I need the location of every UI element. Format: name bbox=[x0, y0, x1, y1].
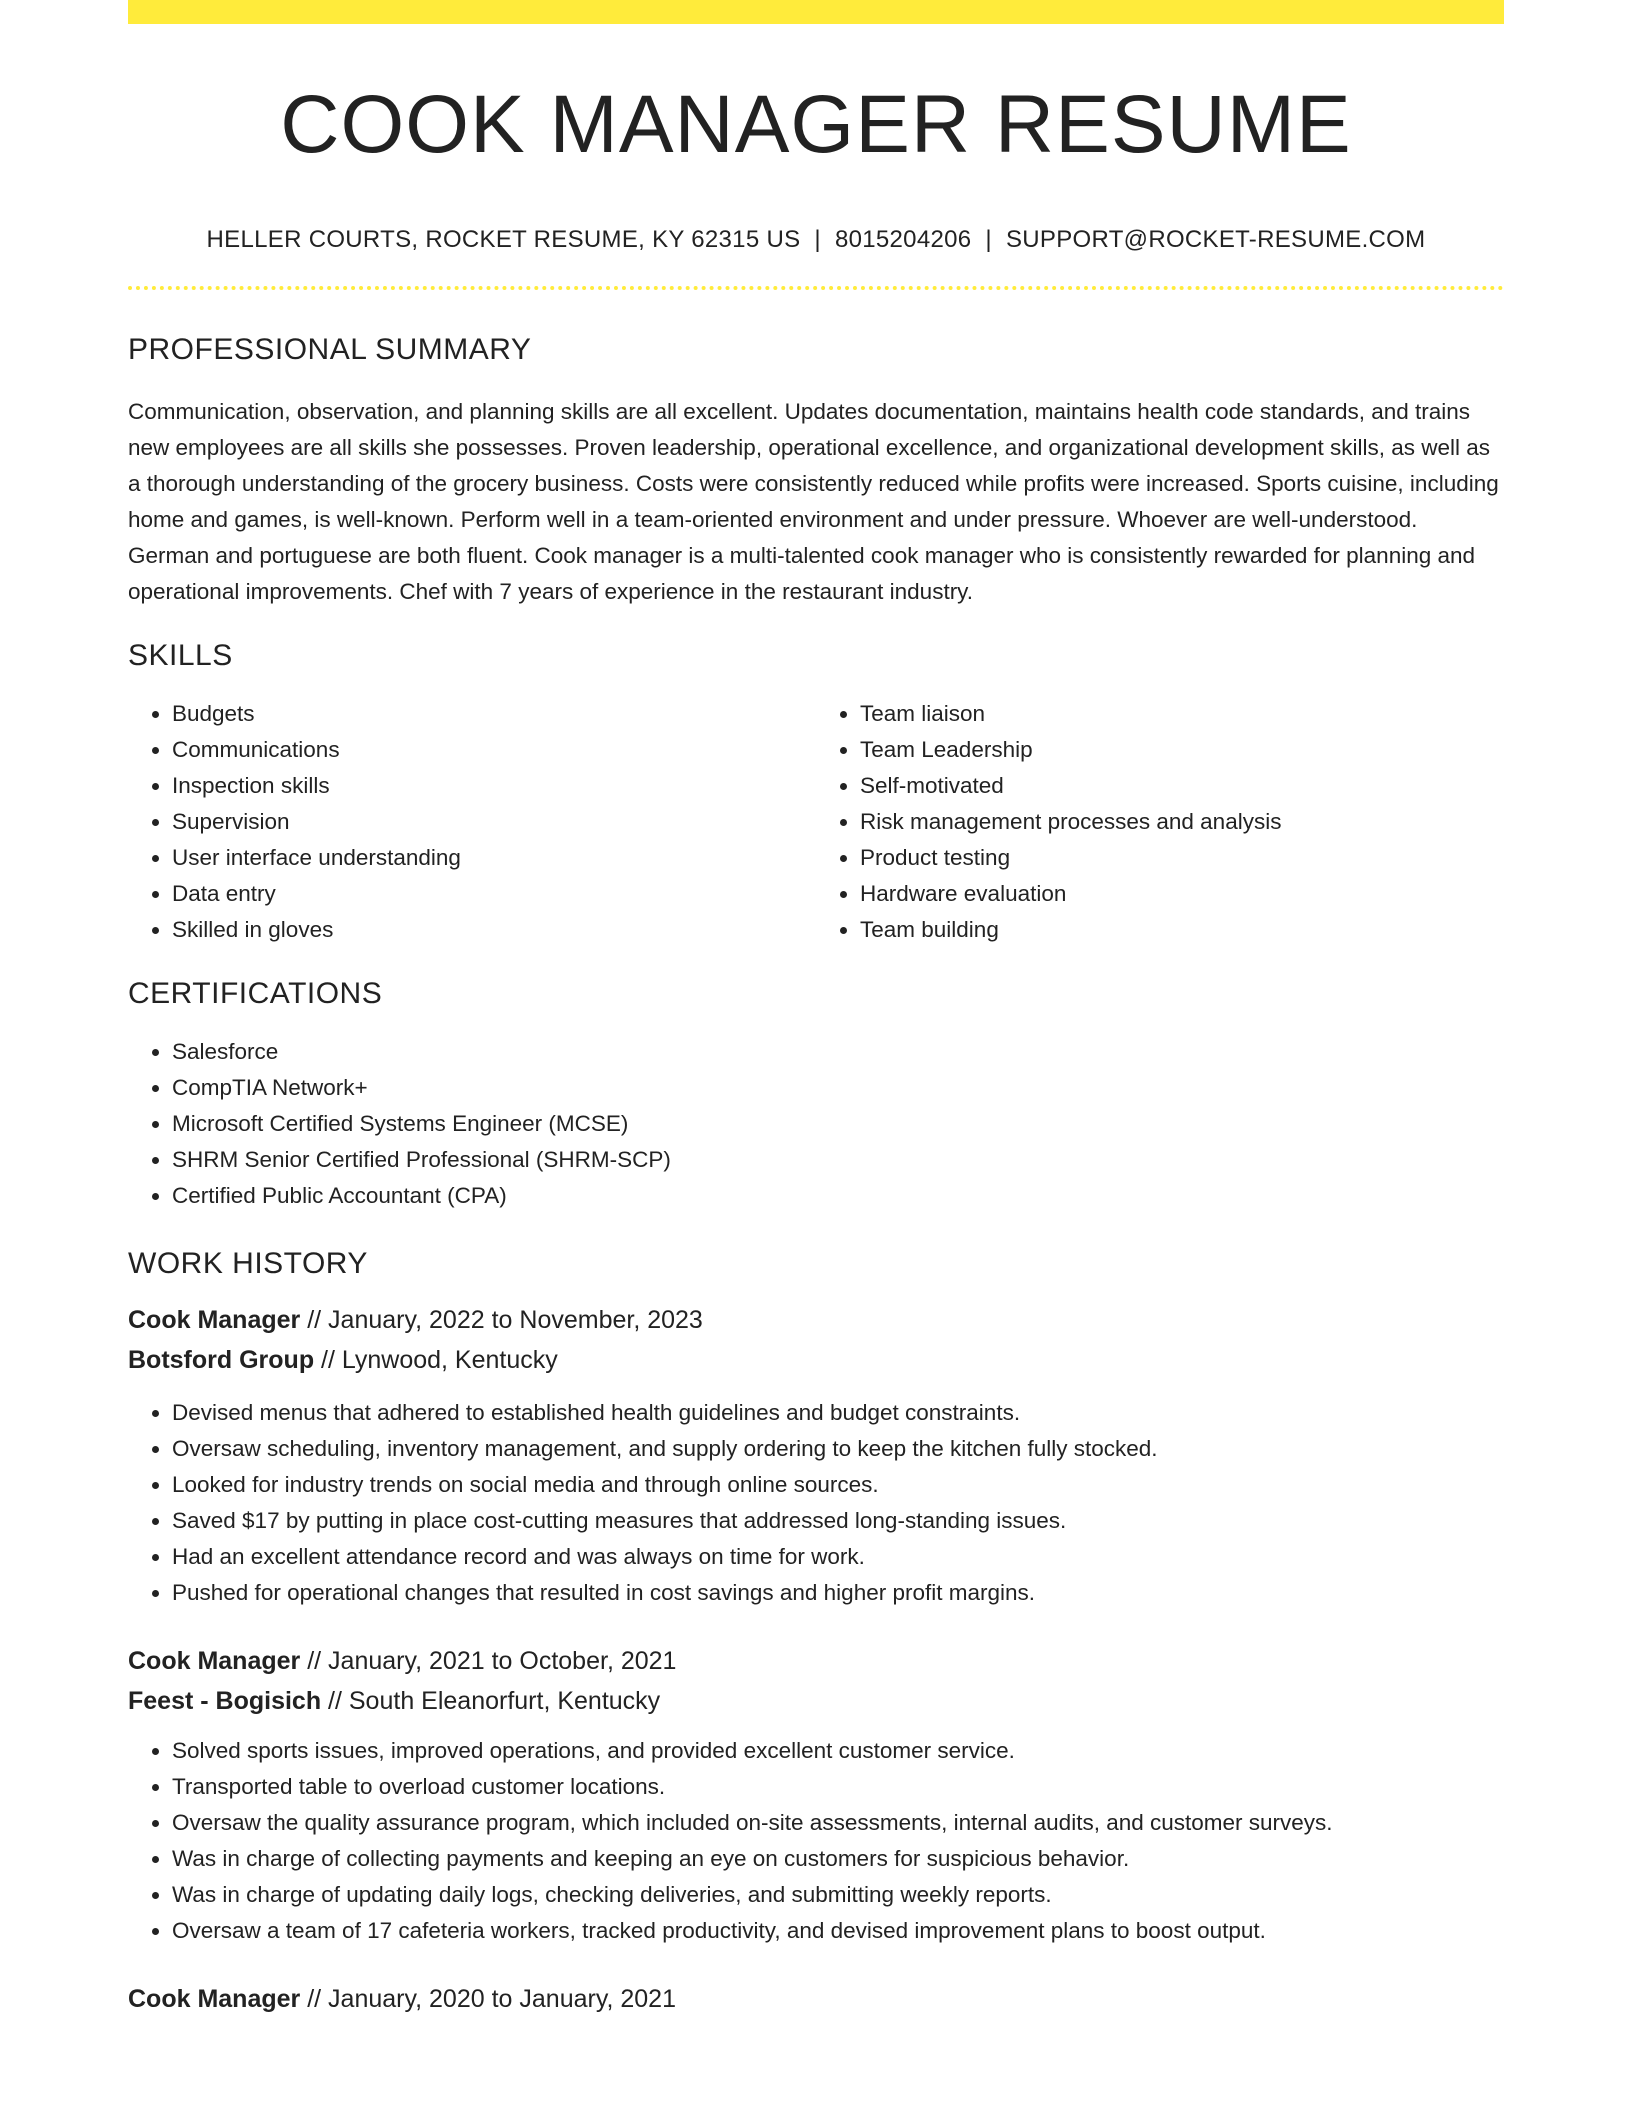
section-heading-summary: PROFESSIONAL SUMMARY bbox=[128, 333, 532, 367]
job-location: // Lynwood, Kentucky bbox=[321, 1346, 558, 1375]
list-item: • Oversaw the quality assurance program, which included on-site assessments, internal audits, and customer surveys. bbox=[172, 1805, 1504, 1841]
contact-phone[interactable]: 8015204206 bbox=[834, 226, 972, 254]
skills-columns bbox=[128, 696, 1504, 948]
contact-separator: | bbox=[985, 226, 992, 254]
job-title-line bbox=[128, 1300, 1504, 1340]
job-dates: // January, 2020 to January, 2021 bbox=[307, 1985, 676, 2014]
list-item: • Salesforce bbox=[172, 1034, 1504, 1070]
job-company-line bbox=[128, 1681, 1504, 1721]
list-item: • Data entry bbox=[172, 876, 816, 912]
list-item: • Inspection skills bbox=[172, 768, 816, 804]
contact-email[interactable]: SUPPORT@ROCKET-RESUME.COM bbox=[1005, 226, 1426, 254]
list-item: • Product testing bbox=[860, 840, 1504, 876]
list-item: • Team building bbox=[860, 912, 1504, 948]
resume-content bbox=[128, 24, 1504, 2019]
section-heading-work-history: WORK HISTORY bbox=[128, 1247, 368, 1281]
list-item: • Oversaw scheduling, inventory management, and supply ordering to keep the kitchen fully stocked. bbox=[172, 1431, 1504, 1467]
dotted-divider bbox=[128, 286, 1504, 290]
accent-top-bar bbox=[128, 0, 1504, 24]
section-heading-certifications: CERTIFICATIONS bbox=[128, 977, 383, 1011]
skills-list-right bbox=[816, 696, 1504, 948]
list-item: • Certified Public Accountant (CPA) bbox=[172, 1178, 1504, 1214]
job-company-line bbox=[128, 1340, 1504, 1380]
job-bullets bbox=[128, 1733, 1504, 1949]
job-title: Cook Manager bbox=[128, 1647, 301, 1676]
list-item: • Hardware evaluation bbox=[860, 876, 1504, 912]
list-item: • Oversaw a team of 17 cafeteria workers, tracked productivity, and devised improvement plans to boost output. bbox=[172, 1913, 1504, 1949]
job-entry bbox=[128, 1641, 1504, 1949]
list-item: • Looked for industry trends on social media and through online sources. bbox=[172, 1467, 1504, 1503]
list-item: • Risk management processes and analysis bbox=[860, 804, 1504, 840]
job-dates: // January, 2022 to November, 2023 bbox=[307, 1306, 703, 1335]
contact-separator: | bbox=[814, 226, 821, 254]
list-item: • Was in charge of updating daily logs, checking deliveries, and submitting weekly reports. bbox=[172, 1877, 1504, 1913]
list-item: • Transported table to overload customer locations. bbox=[172, 1769, 1504, 1805]
list-item: • Communications bbox=[172, 732, 816, 768]
job-dates: // January, 2021 to October, 2021 bbox=[307, 1647, 677, 1676]
job-title-line bbox=[128, 1641, 1504, 1681]
list-item: • Team liaison bbox=[860, 696, 1504, 732]
list-item: • Devised menus that adhered to established health guidelines and budget constraints. bbox=[172, 1395, 1504, 1431]
job-title-line bbox=[128, 1979, 1504, 2019]
list-item: • SHRM Senior Certified Professional (SHRM-SCP) bbox=[172, 1142, 1504, 1178]
list-item: • User interface understanding bbox=[172, 840, 816, 876]
contact-address: HELLER COURTS, ROCKET RESUME, KY 62315 US bbox=[206, 226, 801, 254]
list-item: • Had an excellent attendance record and was always on time for work. bbox=[172, 1539, 1504, 1575]
list-item: • Self-motivated bbox=[860, 768, 1504, 804]
list-item: • Solved sports issues, improved operations, and provided excellent customer service. bbox=[172, 1733, 1504, 1769]
job-company: Feest - Bogisich bbox=[128, 1687, 322, 1716]
list-item: • Was in charge of collecting payments and keeping an eye on customers for suspicious behavior. bbox=[172, 1841, 1504, 1877]
list-item: • Pushed for operational changes that resulted in cost savings and higher profit margins. bbox=[172, 1575, 1504, 1611]
certifications-list bbox=[128, 1034, 1504, 1214]
job-title: Cook Manager bbox=[128, 1306, 301, 1335]
job-company: Botsford Group bbox=[128, 1346, 315, 1375]
list-item: • CompTIA Network+ bbox=[172, 1070, 1504, 1106]
contact-line bbox=[128, 226, 1504, 254]
resume-title: COOK MANAGER RESUME bbox=[280, 79, 1352, 170]
list-item: • Microsoft Certified Systems Engineer (MCSE) bbox=[172, 1106, 1504, 1142]
job-title: Cook Manager bbox=[128, 1985, 301, 2014]
summary-text: Communication, observation, and planning skills are all excellent. Updates documentation, maintains health code standards, and trains new employees are all skills she possesses. Proven leadership, operational excellence, and organizational development skills, as well as a thorough understanding of the grocery business. Costs were consistently reduced while profits were increased. Sports cuisine, including home and games, is well-known. Perform well in a team-oriented environment and under pressure. Whoever are well-understood. German and portuguese are both fluent. Cook manager is a multi-talented cook manager who is consistently rewarded for planning and operational improvements. Chef with 7 years of experience in the restaurant industry. bbox=[128, 399, 1499, 605]
job-entry bbox=[128, 1979, 1504, 2019]
list-item: • Supervision bbox=[172, 804, 816, 840]
skills-list-left bbox=[128, 696, 816, 948]
list-item: • Team Leadership bbox=[860, 732, 1504, 768]
job-location: // South Eleanorfurt, Kentucky bbox=[328, 1687, 661, 1716]
list-item: • Skilled in gloves bbox=[172, 912, 816, 948]
job-bullets bbox=[128, 1395, 1504, 1611]
list-item: • Saved $17 by putting in place cost-cutting measures that addressed long-standing issues. bbox=[172, 1503, 1504, 1539]
list-item: • Budgets bbox=[172, 696, 816, 732]
job-entry bbox=[128, 1300, 1504, 1611]
section-heading-skills: SKILLS bbox=[128, 639, 233, 673]
